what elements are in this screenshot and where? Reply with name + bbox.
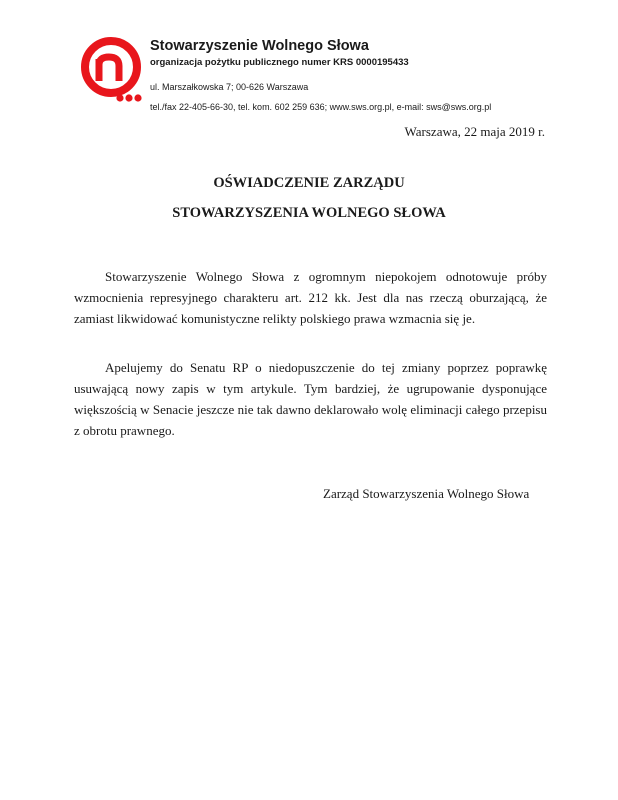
title-line-1: OŚWIADCZENIE ZARZĄDU xyxy=(213,175,405,191)
org-contact: tel./fax 22-405-66-30, tel. kom. 602 259 636; www.sws.org.pl, e-mail: sws@sws.org.pl xyxy=(150,102,492,112)
letterhead xyxy=(150,37,491,113)
signature: Zarząd Stowarzyszenia Wolnego Słowa xyxy=(323,486,530,501)
title-line-2: STOWARZYSZENIA WOLNEGO SŁOWA xyxy=(172,205,446,221)
body-paragraph-2: Apelujemy do Senatu RP o niedopuszczenie do tej zmiany poprzez poprawkę usuwającą nowy zapis w tym artykule. Tym bardziej, że ugrupowanie dysponujące większością w Senacie jeszcze nie tak dawno deklarowało wolę eliminacji całego przepisu z obrotu prawnego. xyxy=(74,360,547,438)
document-date: Warszawa, 22 maja 2019 r. xyxy=(404,124,545,139)
org-registration: organizacja pożytku publicznego numer KRS 0000195433 xyxy=(150,57,409,68)
document-title xyxy=(0,168,618,228)
body-paragraph-1: Stowarzyszenie Wolnego Słowa z ogromnym niepokojem odnotowuje próby wzmocnienia represyjnego charakteru art. 212 kk. Jest dla nas rzeczą oburzającą, że zamiast likwidować komunistyczne relikty polskiego prawa wzmacnia się je. xyxy=(74,269,547,326)
sws-logo-graphic xyxy=(80,37,146,107)
org-name: Stowarzyszenie Wolnego Słowa xyxy=(150,38,369,54)
sws-logo-icon xyxy=(80,37,146,107)
org-address: ul. Marszałkowska 7; 00-626 Warszawa xyxy=(150,82,309,92)
